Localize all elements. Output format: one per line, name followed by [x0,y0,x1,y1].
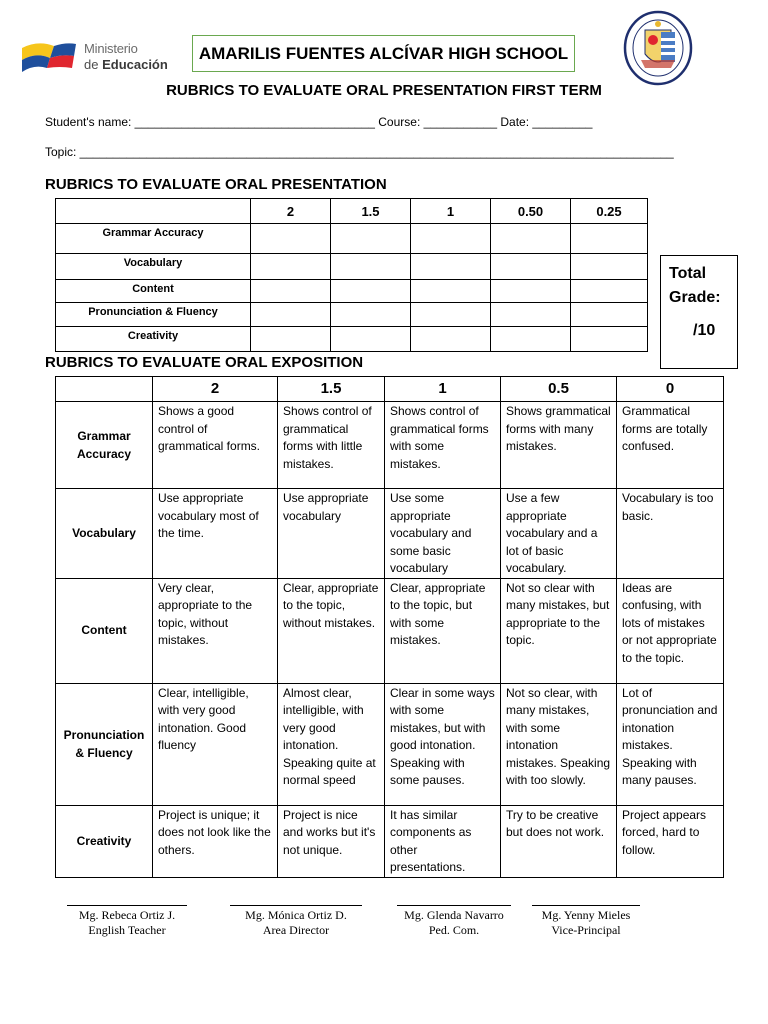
score-cell[interactable] [411,280,491,303]
score-header: 1.5 [331,199,411,224]
descriptor-cell: Shows control of grammatical forms with little mistakes. [278,402,385,489]
school-crest [623,10,693,86]
signature-role: Ped. Com. [428,923,480,937]
descriptor-cell: Shows grammatical forms with many mistakes. [501,402,617,489]
descriptor-cell: Very clear, appropriate to the topic, without mistakes. [153,578,278,683]
table-header-row [56,199,648,224]
score-cell[interactable] [331,254,411,280]
table-row [56,578,724,683]
ministry-name-line2: de Educación [84,57,168,72]
school-crest-seal-icon [623,10,693,86]
criterion-label: Grammar Accuracy [56,224,251,254]
score-cell[interactable] [331,327,411,352]
ministry-name-line1: Ministerio [84,41,138,56]
score-cell[interactable] [491,224,571,254]
descriptor-cell: Use appropriate vocabulary most of the time. [153,489,278,579]
descriptor-cell: Use some appropriate vocabulary and some basic vocabulary [385,489,501,579]
descriptor-cell: It has similar components as other presentations. [385,805,501,877]
descriptor-cell: Try to be creative but does not work. [501,805,617,877]
table-row [56,683,724,805]
signature-name: Mg. Yenny Mieles [541,908,631,922]
presentation-rubric-table [55,198,648,352]
total-grade-box [660,255,738,369]
descriptor-cell: Lot of pronunciation and intonation mistakes. Speaking with many pauses. [617,683,724,805]
header-blank-cell [56,199,251,224]
school-name: AMARILIS FUENTES ALCÍVAR HIGH SCHOOL [192,35,575,72]
descriptor-cell: Project appears forced, hard to follow. [617,805,724,877]
descriptor-cell: Grammatical forms are totally confused. [617,402,724,489]
signature-role: Area Director [262,923,330,937]
criterion-label: Vocabulary [56,254,251,280]
signature-block [393,905,515,938]
descriptor-cell: Shows a good control of grammatical forms. [153,402,278,489]
descriptor-cell: Project is nice and works but it's not unique. [278,805,385,877]
ministry-logo [20,38,180,82]
signature-block [530,905,642,938]
criterion-label: Content [56,578,153,683]
signature-role: Vice-Principal [551,923,621,937]
descriptor-cell: Clear, appropriate to the topic, but with some mistakes. [385,578,501,683]
criterion-label: Creativity [56,327,251,352]
exposition-section-title: RUBRICS TO EVALUATE ORAL EXPOSITION [45,354,364,371]
signature-name: Mg. Mónica Ortiz D. [245,908,347,922]
score-header: 0 [617,377,724,402]
table-row [56,224,648,254]
score-cell[interactable] [331,280,411,303]
score-header: 0.50 [491,199,571,224]
signature-line [532,905,640,906]
score-cell[interactable] [571,254,648,280]
presentation-section-title: RUBRICS TO EVALUATE ORAL PRESENTATION [45,176,387,193]
score-header: 1.5 [278,377,385,402]
criterion-label: Pronunciation & Fluency [56,303,251,327]
score-cell[interactable] [331,303,411,327]
criterion-label: Grammar Accuracy [56,402,153,489]
table-header-row [56,377,724,402]
descriptor-cell: Clear in some ways with some mistakes, but with good intonation. Speaking with some pauses. [385,683,501,805]
topic-line: Topic: _________________________________________________________________________________________ [45,145,674,159]
score-cell[interactable] [491,254,571,280]
header-blank-cell [56,377,153,402]
table-row [56,402,724,489]
score-header: 0.5 [501,377,617,402]
score-header: 1 [385,377,501,402]
document-title: RUBRICS TO EVALUATE ORAL PRESENTATION FIRST TERM [166,82,602,99]
descriptor-cell: Almost clear, intelligible, with very good intonation. Speaking quite at normal speed [278,683,385,805]
score-cell[interactable] [571,303,648,327]
signature-line [230,905,362,906]
descriptor-cell: Clear, intelligible, with very good intonation. Good fluency [153,683,278,805]
signature-line [67,905,187,906]
table-row [56,327,648,352]
score-cell[interactable] [411,224,491,254]
score-cell[interactable] [251,254,331,280]
score-header: 0.25 [571,199,648,224]
score-cell[interactable] [571,224,648,254]
score-cell[interactable] [251,303,331,327]
score-cell[interactable] [491,280,571,303]
score-cell[interactable] [411,303,491,327]
table-row [56,280,648,303]
signature-role: English Teacher [88,923,166,937]
total-grade-out-of: /10 [693,322,716,339]
table-row [56,303,648,327]
score-cell[interactable] [491,303,571,327]
criterion-label: Vocabulary [56,489,153,579]
signature-block [229,905,363,938]
descriptor-cell: Shows control of grammatical forms with some mistakes. [385,402,501,489]
score-cell[interactable] [411,254,491,280]
ecuador-flag-logo-icon [20,40,78,80]
table-row [56,805,724,877]
signature-name: Mg. Rebeca Ortiz J. [78,908,176,922]
signature-block [66,905,188,938]
score-cell[interactable] [251,224,331,254]
table-row [56,254,648,280]
score-cell[interactable] [411,327,491,352]
criterion-label: Pronunciation & Fluency [56,683,153,805]
descriptor-cell: Project is unique; it does not look like the others. [153,805,278,877]
score-header: 2 [251,199,331,224]
descriptor-cell: Ideas are confusing, with lots of mistakes or not appropriate to the topic. [617,578,724,683]
score-cell[interactable] [251,280,331,303]
criterion-label: Creativity [56,805,153,877]
student-info-line: Student's name: ____________________________________ Course: ___________ Date: _________ [45,115,593,129]
criterion-label: Content [56,280,251,303]
score-cell[interactable] [491,327,571,352]
total-grade-label: Total Grade: [669,265,721,306]
score-cell[interactable] [571,280,648,303]
table-row [56,489,724,579]
signature-line [397,905,511,906]
descriptor-cell: Use appropriate vocabulary [278,489,385,579]
descriptor-cell: Vocabulary is too basic. [617,489,724,579]
score-cell[interactable] [251,327,331,352]
score-header: 2 [153,377,278,402]
exposition-rubric-table [55,376,724,878]
score-header: 1 [411,199,491,224]
signature-name: Mg. Glenda Navarro [404,908,504,922]
descriptor-cell: Not so clear, with many mistakes, with some intonation mistakes. Speaking with too slowly. [501,683,617,805]
descriptor-cell: Clear, appropriate to the topic, without mistakes. [278,578,385,683]
descriptor-cell: Use a few appropriate vocabulary and a lot of basic vocabulary. [501,489,617,579]
score-cell[interactable] [571,327,648,352]
descriptor-cell: Not so clear with many mistakes, but appropriate to the topic. [501,578,617,683]
score-cell[interactable] [331,224,411,254]
